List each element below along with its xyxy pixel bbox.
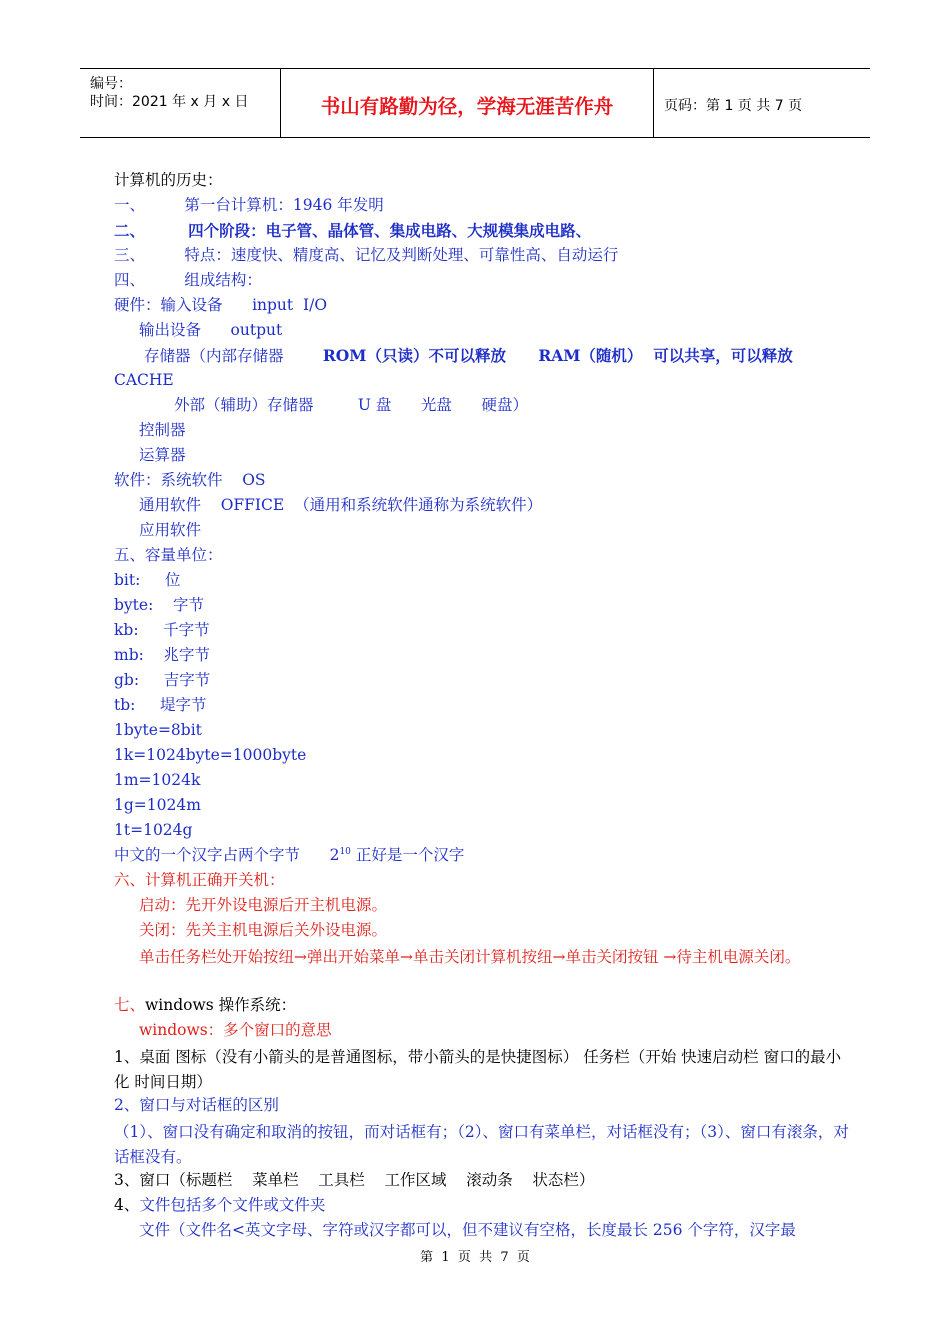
line-shutdown-steps: 单击任务栏处开始按纽→弹出开始菜单→单击关闭计算机按纽→单击关闭按钮 →待主机电源关闭。 <box>139 948 801 966</box>
header-page-label: 页码：第 1 页 共 7 页 <box>664 98 803 114</box>
windows-title-number: 七、 <box>114 996 146 1014</box>
rom-ram-note: ROM（只读）不可以释放 RAM（随机） 可以共享，可以释放 <box>322 346 793 365</box>
internal-storage-label: 存储器（内部存储器 <box>144 347 323 365</box>
line-first-computer: 一、 第一台计算机：1946 年发明 <box>114 196 384 214</box>
line-power-off: 关闭：先关主机电源后关外设电源。 <box>139 921 388 939</box>
line-alu: 运算器 <box>139 446 186 464</box>
chinese-char-text: 中文的一个汉字占两个字节 2 <box>114 846 340 864</box>
line-chinese-char <box>114 845 854 870</box>
files-number: 4、 <box>114 1196 140 1214</box>
document-body <box>114 170 854 1245</box>
line-controller: 控制器 <box>139 421 186 439</box>
line-power-title: 六、计算机正确开关机： <box>114 871 285 889</box>
line-byte-bit: 1byte=8bit <box>114 721 202 739</box>
line-capacity-units: 五、容量单位： <box>114 546 223 564</box>
line-g-m: 1g=1024m <box>114 796 201 814</box>
header-time-label: 时间：2021 年 x 月 x 日 <box>90 94 249 110</box>
line-structure: 四、 组成结构： <box>114 271 262 289</box>
line-m-k: 1m=1024k <box>114 771 201 789</box>
line-four-stages: 二、 四个阶段：电子管、晶体管、集成电路、大规模集成电路、 <box>114 221 592 240</box>
line-gb: gb: 吉字节 <box>114 671 211 689</box>
header-motto-cell <box>281 69 654 137</box>
header-left-cell <box>80 69 281 137</box>
line-output-device: 输出设备 output <box>139 321 283 339</box>
line-software-general: 通用软件 OFFICE （通用和系统软件通称为系统软件） <box>139 496 543 514</box>
line-window-dialog-details: （1）、窗口没有确定和取消的按钮，而对话框有；（2）、窗口有菜单栏，对话框没有；（3）、窗口有滚条，对话框没有。 <box>114 1123 849 1166</box>
line-kb: kb: 千字节 <box>114 621 210 639</box>
line-software-application: 应用软件 <box>139 521 202 539</box>
line-windows-meaning: windows：多个窗口的意思 <box>139 1021 332 1039</box>
line-files <box>114 1195 854 1220</box>
header-right-cell <box>654 69 870 137</box>
line-byte: byte: 字节 <box>114 596 205 614</box>
line-t-g: 1t=1024g <box>114 821 193 839</box>
line-windows-title <box>114 995 854 1020</box>
line-hardware-input: 硬件：输入设备 input I/O <box>114 296 328 314</box>
page-footer: 第 1 页 共 7 页 <box>420 1250 530 1265</box>
line-tb: tb: 堤字节 <box>114 696 207 714</box>
line-software-system: 软件：系统软件 OS <box>114 471 266 489</box>
line-features: 三、 特点：速度快、精度高、记忆及判断处理、可靠性高、自动运行 <box>114 246 619 264</box>
files-text: 文件包括多个文件或文件夹 <box>139 1196 326 1214</box>
line-window-dialog-diff: 2、窗口与对话框的区别 <box>114 1096 279 1114</box>
line-desktop: 1、桌面 图标（没有小箭头的是普通图标，带小箭头的是快捷图标） 任务栏（开始 快速启动栏 窗口的最小化 时间日期） <box>114 1048 842 1091</box>
windows-title-text: windows 操作系统： <box>145 996 297 1014</box>
section-title-history: 计算机的历史： <box>114 171 223 189</box>
page-header <box>80 68 870 138</box>
line-internal-storage <box>114 345 854 370</box>
line-file-name: 文件（文件名<英文字母、字符或汉字都可以，但不建议有空格，长度最长 256 个字符，汉字最 <box>139 1221 796 1239</box>
line-power-on: 启动：先开外设电源后开主机电源。 <box>139 896 388 914</box>
chinese-char-tail: 正好是一个汉字 <box>350 846 465 864</box>
line-cache: CACHE <box>114 371 174 389</box>
header-number-label: 编号： <box>90 76 132 92</box>
line-mb: mb: 兆字节 <box>114 646 211 664</box>
line-k-byte: 1k=1024byte=1000byte <box>114 746 307 764</box>
power-superscript: 10 <box>339 846 351 857</box>
line-window-parts: 3、窗口（标题栏 菜单栏 工具栏 工作区域 滚动条 状态栏） <box>114 1171 595 1189</box>
header-motto: 书山有路勤为径，学海无涯苦作舟 <box>320 95 614 118</box>
line-external-storage: 外部（辅助）存储器 U 盘 光盘 硬盘） <box>174 396 528 414</box>
line-bit: bit: 位 <box>114 571 181 589</box>
